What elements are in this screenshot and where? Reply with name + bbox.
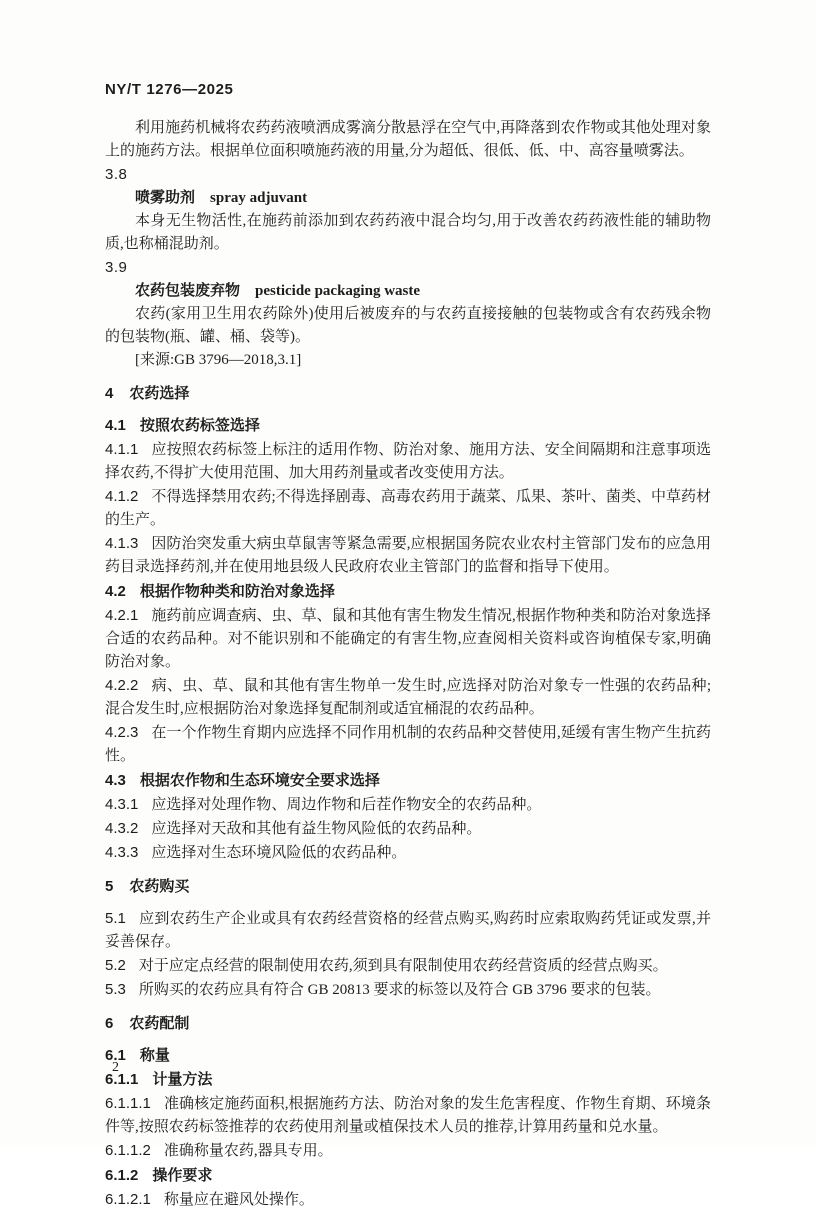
section-title: 操作要求	[152, 1167, 213, 1184]
clause-text: 应选择对天敌和其他有益生物风险低的农药品种。	[151, 821, 482, 837]
clause-text: 应选择对处理作物、周边作物和后茬作物安全的农药品种。	[151, 797, 542, 813]
clause-number-3-8: 3.8	[105, 166, 128, 183]
section-title: 农药购买	[129, 878, 190, 895]
clause-4-3-3	[105, 841, 711, 865]
clause-4-3-2	[105, 817, 711, 841]
clause-text: 对于应定点经营的限制使用农药,须到具有限制使用农药经营资质的经营点购买。	[138, 958, 668, 974]
clause-text: 因防治突发重大病虫草鼠害等紧急需要,应根据国务院农业农村主管部门发布的应急用药目录选择药剂,并在使用地县级人民政府农业主管部门的监督和指导下使用。	[105, 536, 711, 575]
page-number: 2	[112, 1060, 119, 1075]
section-title: 农药选择	[129, 385, 190, 402]
clause-4-2-1	[105, 604, 711, 674]
section-title: 根据作物种类和防治对象选择	[139, 583, 335, 600]
clause-number: 5.2	[105, 957, 126, 974]
section-title: 按照农药标签选择	[139, 417, 260, 434]
clause-text: 称量应在避风处操作。	[163, 1192, 314, 1208]
clause-6-1-1-1	[105, 1092, 711, 1139]
clause-number: 4.3.1	[105, 796, 139, 813]
term-definition-packaging-waste	[135, 279, 711, 303]
clause-text: 应到农药生产企业或具有农药经营资格的经营点购买,购药时应索取购药凭证或发票,并妥善保存。	[105, 911, 711, 950]
section-title: 计量方法	[152, 1071, 213, 1088]
clause-number: 6.1.1.1	[105, 1095, 151, 1112]
clause-number: 4.1.1	[105, 441, 139, 458]
term-definition-spray-adjuvant	[135, 186, 711, 210]
term-en: pesticide packaging waste	[255, 283, 421, 299]
clause-text: 在一个作物生育期内应选择不同作用机制的农药品种交替使用,延缓有害生物产生抗药性。	[105, 725, 711, 764]
clause-4-2-3	[105, 721, 711, 768]
section-title: 农药配制	[129, 1015, 190, 1032]
section-title: 称量	[139, 1047, 170, 1064]
clause-number: 5.1	[105, 910, 126, 927]
clause-4-3-1	[105, 793, 711, 817]
paragraph-packaging-waste-definition: 农药(家用卫生用农药除外)使用后被废弃的与农药直接接触的包装物或含有农药残余物的包装物(瓶、罐、桶、袋等)。	[105, 306, 711, 345]
term-zh: 喷雾助剂	[135, 189, 196, 206]
clause-text: 不得选择禁用农药;不得选择剧毒、高毒农药用于蔬菜、瓜果、茶叶、菌类、中草药材的生产。	[105, 489, 711, 528]
clause-4-2-2	[105, 674, 711, 721]
section-number: 4.2	[105, 583, 126, 600]
clause-5-3	[105, 978, 711, 1002]
clause-text: 应按照农药标签上标注的适用作物、防治对象、施用方法、安全间隔期和注意事项选择农药,不得扩大使用范围、加大用药剂量或者改变使用方法。	[105, 442, 711, 481]
paragraph-spray-adjuvant-definition: 本身无生物活性,在施药前添加到农药药液中混合均匀,用于改善农药药液性能的辅助物质,也称桶混助剂。	[105, 213, 711, 252]
clause-text: 所购买的农药应具有符合 GB 20813 要求的标签以及符合 GB 3796 要求的包装。	[138, 982, 661, 998]
clause-5-1	[105, 907, 711, 954]
standard-number-header: NY/T 1276—2025	[105, 81, 234, 98]
clause-4-1-1	[105, 438, 711, 485]
section-number: 6.1	[105, 1047, 126, 1064]
section-number: 5	[105, 878, 114, 895]
clause-4-1-3	[105, 532, 711, 579]
section-number: 6.1.1	[105, 1071, 139, 1088]
section-number: 4.3	[105, 772, 126, 789]
section-heading-4-2	[105, 580, 711, 603]
clause-number: 4.2.3	[105, 724, 139, 741]
section-heading-6	[105, 1012, 711, 1035]
paragraph-spray-method: 利用施药机械将农药药液喷洒成雾滴分散悬浮在空气中,再降落到农作物或其他处理对象上的施药方法。根据单位面积喷施药液的用量,分为超低、很低、低、中、高容量喷雾法。	[105, 120, 711, 159]
clause-number: 4.3.2	[105, 820, 139, 837]
section-number: 6	[105, 1015, 114, 1032]
section-number: 6.1.2	[105, 1167, 139, 1184]
clause-text: 准确核定施药面积,根据施药方法、防治对象的发生危害程度、作物生育期、环境条件等,按照农药标签推荐的农药使用剂量或植保技术人员的推荐,计算用药量和兑水量。	[105, 1096, 711, 1135]
clause-number: 4.1.2	[105, 488, 139, 505]
clause-text: 病、虫、草、鼠和其他有害生物单一发生时,应选择对防治对象专一性强的农药品种;混合发生时,应根据防治对象选择复配制剂或适宜桶混的农药品种。	[105, 678, 711, 717]
clause-number: 4.3.3	[105, 844, 139, 861]
section-heading-4-1	[105, 414, 711, 437]
clause-number: 4.1.3	[105, 535, 139, 552]
section-heading-6-1-1	[105, 1068, 711, 1091]
section-number: 4.1	[105, 417, 126, 434]
clause-number-3-9: 3.9	[105, 259, 128, 276]
clause-4-1-2	[105, 485, 711, 532]
clause-number: 4.2.1	[105, 607, 139, 624]
clause-text: 施药前应调查病、虫、草、鼠和其他有害生物发生情况,根据作物种类和防治对象选择合适的农药品种。对不能识别和不能确定的有害生物,应查阅相关资料或咨询植保专家,明确防治对象。	[105, 608, 711, 670]
clause-number: 4.2.2	[105, 677, 139, 694]
clause-text: 准确称量农药,器具专用。	[163, 1143, 333, 1159]
clause-number: 6.1.1.2	[105, 1142, 151, 1159]
section-title: 根据农作物和生态环境安全要求选择	[139, 772, 380, 789]
clause-6-1-1-2	[105, 1139, 711, 1163]
term-en: spray adjuvant	[210, 190, 308, 206]
source-reference: [来源:GB 3796—2018,3.1]	[135, 352, 302, 368]
section-heading-4-3	[105, 769, 711, 792]
clause-text: 应选择对生态环境风险低的农药品种。	[151, 845, 407, 861]
clause-number: 5.3	[105, 981, 126, 998]
section-heading-6-1-2	[105, 1164, 711, 1187]
section-heading-5	[105, 875, 711, 898]
section-number: 4	[105, 385, 114, 402]
clause-number: 6.1.2.1	[105, 1191, 151, 1208]
section-heading-4	[105, 382, 711, 405]
clause-6-1-2-1	[105, 1188, 711, 1212]
clause-5-2	[105, 954, 711, 978]
section-heading-6-1	[105, 1044, 711, 1067]
term-zh: 农药包装废弃物	[135, 282, 241, 299]
